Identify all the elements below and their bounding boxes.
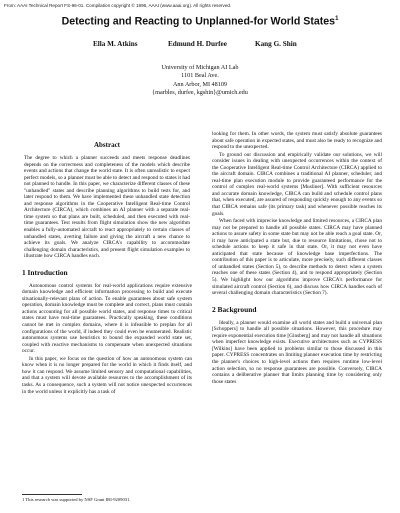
abstract-heading: Abstract bbox=[93, 141, 121, 149]
affiliation-emails: {marbles, durfee, kgshin}@umich.edu bbox=[152, 89, 248, 97]
intro-paragraph: In this paper, we focus on the question of how an autonomous system can know when it is no longer prepared for the world in which it finds itself, and how it can respond. We assume limited sensory and computational capabilities, and that a system will devote available resources to the accomplishment of its tasks. As a consequence, such a system will not notice unexpected occurrences in the world unless it explicitly has a task of bbox=[22, 355, 192, 395]
footnote-rule bbox=[22, 494, 82, 495]
section-heading-introduction: 1 Introduction bbox=[22, 267, 68, 277]
footnote: 1 This research was supported by NSF Grant IRI-9209031. bbox=[22, 497, 131, 502]
affiliation-street: 1101 Beal Ave. bbox=[181, 72, 219, 80]
left-column bbox=[22, 141, 192, 396]
paper-title bbox=[0, 13, 400, 29]
abstract-block bbox=[22, 141, 192, 260]
abstract-text: The degree to which a planner succeeds and meets response deadlines depends on the correctness and completeness of the models which describe events and actions that change the world state. It is often unrealistic to expect perfect models, so a planner must be able to detect and respond to states it had not planned to handle. In this paper, we characterize different classes of these "unhandled" states and describe planning algorithms to build tests for, and later respond to them. We have implemented these unhandled state detection and response algorithms in the Cooperative Intelligent Real-time Control Architecture (CIRCA), which combines an AI planner with a separate real-time system so that plans are built, scheduled, and then executed with real-time guarantees. Test results from flight simulation show the new algorithm enables a fully-automated aircraft to react appropriately to certain classes of unhandled states, averting failure and giving the aircraft a new chance to achieve its goals. We analyze CIRCA's capability to accommodate challenging domain characteristics, and present flight simulation examples to illustrate how CIRCA handles each. bbox=[24, 155, 190, 260]
copyright-header: From: AAAI Technical Report FS-96-01. Compilation copyright © 1996, AAAI (www.aaai.org). All rights reserved. bbox=[4, 3, 232, 8]
body-paragraph: To ground our discussion and empirically validate our solutions, we will consider issues in dealing with unexpected occurrences within the context of the Cooperative Intelligent Real-time Control Architecture (CIRCA) applied to the aircraft domain. CIRCA combines a traditional AI planner, scheduler, and real-time plan execution module to provide guaranteed performance for the control of complex real-world systems [Musliner]. With sufficient resources and accurate domain knowledge, CIRCA can build and schedule control plans that, when executed, are assured of responding quickly enough to any events so that CIRCA remains safe (its primary task) and whenever possible reaches its goals. bbox=[212, 151, 382, 217]
section-heading-background: 2 Background bbox=[212, 304, 257, 314]
affiliation-org: University of Michigan AI Lab bbox=[161, 64, 239, 71]
background-paragraph: Ideally, a planner would examine all world states and build a universal plan [Schoppers] to handle all possible situations. However, this procedure may require exponential execution time [Ginsberg] and may not handle all situations when imperfect knowledge exists. Executive architectures such as CYPRESS [Wilkins] have been applied to problems similar to those discussed in this paper. CYPRESS concentrates on limiting planner execution time by restricting the planner's choices to high-level actions then requires runtime low-level action selection, so no response guarantees are possible. Conversely, CIRCA contains a deliberative planner that limits planning time by considering only those states bbox=[212, 319, 382, 385]
intro-paragraph: Autonomous control systems for real-world applications require extensive domain knowledge and efficient information processing to build and execute situationally-relevant plans of action. To enable guarantees about safe system operation, domain knowledge must be complete and correct, plans must contain actions accounting for all possible world states, and response times to critical states must have real-time guarantees. Practically speaking, these conditions cannot be met in complex domains, where it is infeasible to preplan for all configurations of the world, if indeed they could even be enumerated. Realistic autonomous systems use heuristics to bound the expanded world state set, coupled with reactive mechanisms to compensate when unexpected situations occur. bbox=[22, 282, 192, 355]
right-column bbox=[212, 131, 382, 386]
affiliation-city: Ann Arbor, MI 48109 bbox=[172, 80, 228, 88]
paper-title-text: Detecting and Reacting to Unplanned-for World States bbox=[61, 15, 336, 28]
author-2: Edmund H. Durfee bbox=[168, 40, 227, 48]
body-paragraph: looking for them. In other words, the system must satisfy absolute guarantees about safe operation in expected states, and must also be ready to recognize and respond to the unexpected. bbox=[212, 131, 382, 151]
title-footnote-mark: 1 bbox=[335, 16, 339, 22]
author-1: Ella M. Atkins bbox=[93, 40, 138, 48]
affiliation-block bbox=[0, 64, 400, 98]
body-paragraph: When faced with imprecise knowledge and limited resources, a CIRCA plan may not be prepared to handle all possible states. CIRCA may have planned actions to assure safety in some state but may not be able reach a goal state. Or, it may have anticipated a state but, due to resource limitations, chose not to schedule actions to keep it safe in that state. Or, it may not even have anticipated that state because of knowledge base imperfections. The contribution of this paper is to articulate, more precisely, such different classes of unhandled states (Section 5), to describe methods to detect when a system reaches one of these states (Section 4), and to respond appropriately (Section 5). We highlight how our algorithms improve CIRCA's performance for simulated aircraft control (Section 6), and discuss how CIRCA handles each of several challenging domain characteristics (Section 7). bbox=[212, 218, 382, 297]
author-3: Kang G. Shin bbox=[255, 40, 297, 48]
